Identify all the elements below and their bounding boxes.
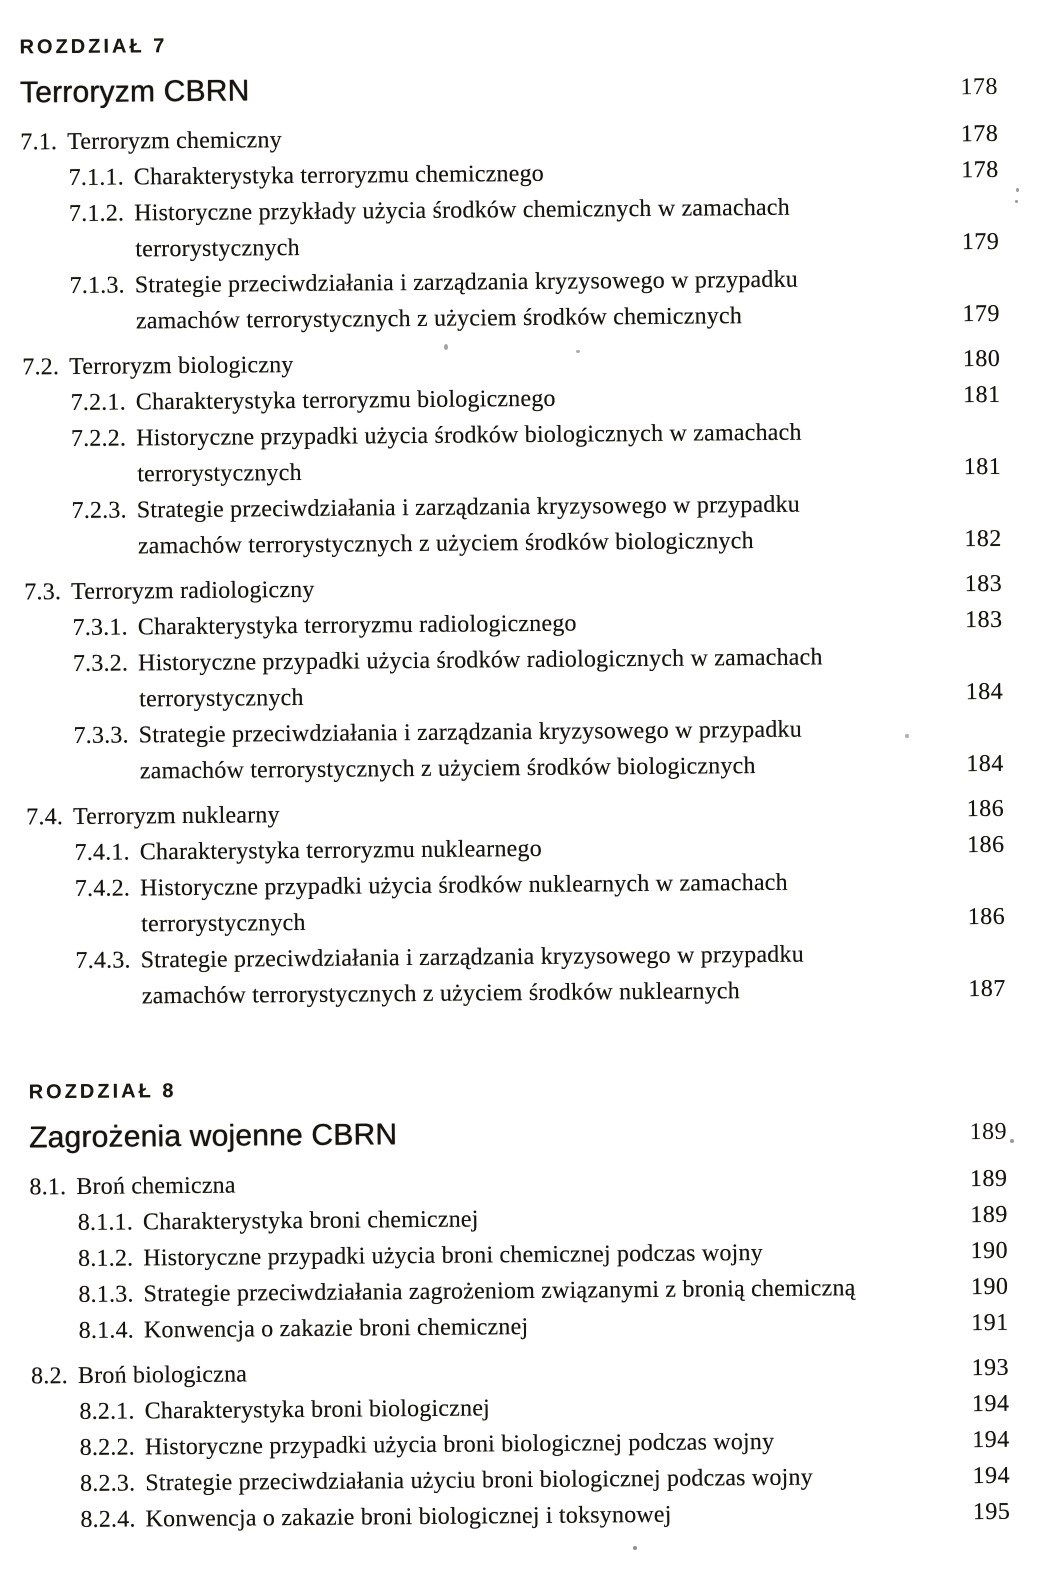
entry-title: Charakterystyka terroryzmu biologicznego	[135, 385, 556, 416]
entry-title: Konwencja o zakazie broni biologicznej i toksynowej	[145, 1501, 672, 1533]
entry-title: Terroryzm biologiczny	[69, 352, 294, 380]
page-number: 194	[972, 1462, 1011, 1490]
entry-title: Terroryzm chemiczny	[67, 127, 282, 155]
entry-number: 8.1.3.	[78, 1281, 134, 1308]
entry-title: Strategie przeciwdziałania i zarządzania kryzysowego w przypadku	[134, 266, 799, 299]
entry-title: Charakterystyka terroryzmu radiologicznego	[137, 610, 577, 641]
page-number: 184	[966, 750, 1004, 778]
scan-artifact	[576, 350, 580, 353]
scan-artifact	[633, 1546, 637, 1550]
page-number: 186	[966, 795, 1005, 823]
entry-number: 7.2.3.	[71, 497, 127, 524]
page-number	[935, 213, 999, 214]
entry-continuation: zamachów terrorystycznych z użyciem środków biologicznych	[137, 528, 754, 560]
entry-number: 7.1.2.	[68, 200, 125, 227]
entry-continuation-row	[26, 746, 1004, 791]
toc-entry	[27, 863, 1006, 944]
toc-chapter	[29, 1071, 1011, 1539]
page-number: 183	[964, 606, 1003, 634]
entry-title: Historyczne przypadki użycia broni chemicznej podczas wojny	[143, 1239, 763, 1272]
toc-entry	[31, 1305, 1009, 1350]
entry-number: 8.2.2.	[79, 1434, 136, 1461]
leader-space	[397, 1139, 943, 1144]
entry-continuation: zamachów terrorystycznych z użyciem środków biologicznych	[139, 753, 756, 785]
entry-title: Strategie przeciwdziałania zagrożeniom związanymi z bronią chemiczną	[143, 1275, 856, 1308]
entry-number: 7.3.	[24, 579, 62, 606]
entry-number: 8.1.	[29, 1174, 67, 1201]
entry-number: 7.1.1.	[68, 164, 124, 191]
entry-number: 7.4.2.	[74, 875, 131, 902]
entry-title: Charakterystyka terroryzmu chemicznego	[133, 160, 545, 191]
chapter-label: ROZDZIAŁ 7	[19, 35, 168, 59]
entry-number: 8.1.1.	[77, 1209, 134, 1236]
entry-number: 8.2.3.	[79, 1470, 136, 1497]
chapter-title-row	[29, 1110, 1007, 1161]
scan-artifact	[1010, 1139, 1014, 1143]
page-number: 180	[962, 345, 1001, 373]
entry-continuation: terrorystycznych	[141, 909, 306, 938]
entry-number: 7.4.3.	[75, 947, 131, 974]
page-number: 179	[962, 300, 1001, 328]
page-number: 186	[967, 903, 1006, 931]
entry-title: Historyczne przypadki użycia środków nuklearnych w zamachach	[139, 869, 788, 902]
entry-number: 7.3.1.	[72, 614, 128, 641]
page-number: 178	[961, 156, 999, 184]
entry-number: 8.1.4.	[78, 1317, 135, 1344]
entry-line-row	[32, 1494, 1010, 1539]
entry-number: 8.2.	[31, 1363, 69, 1390]
entry-number: 7.3.2.	[72, 650, 129, 677]
chapter-label: ROZDZIAŁ 8	[28, 1080, 177, 1104]
entry-title: Historyczne przypadki użycia środków biologicznych w zamachach	[136, 419, 802, 452]
page-number: 193	[971, 1354, 1010, 1382]
page-number: 182	[964, 525, 1002, 553]
entry-text	[79, 1305, 945, 1349]
chapter-title: Zagrożenia wojenne CBRN	[28, 1118, 398, 1155]
toc-entry	[23, 413, 1002, 494]
page-number	[938, 510, 1002, 511]
entry-title: Charakterystyka broni chemicznej	[142, 1206, 479, 1236]
page-number: 178	[960, 73, 999, 101]
entry-number: 7.4.1.	[74, 839, 130, 866]
page-number: 194	[972, 1426, 1010, 1454]
toc-entry	[27, 935, 1006, 1016]
entry-title: Charakterystyka terroryzmu nuklearnego	[139, 835, 542, 866]
entry-title: Strategie przeciwdziałania i zarządzania kryzysowego w przypadku	[140, 941, 804, 974]
entry-title: Strategie przeciwdziałania i zarządzania kryzysowego w przypadku	[138, 716, 802, 749]
scan-artifact	[905, 734, 909, 738]
entry-title: Historyczne przypadki użycia środków radiologicznych w zamachach	[137, 644, 823, 677]
page-number	[942, 960, 1006, 961]
entry-title: Historyczne przypadki użycia broni biologicznej podczas wojny	[144, 1428, 775, 1461]
entry-number: 7.2.	[22, 354, 60, 381]
page-number	[936, 285, 1000, 286]
entry-number: 7.2.1.	[70, 389, 126, 416]
toc-entry	[25, 638, 1004, 719]
page-number	[939, 663, 1003, 664]
scan-artifact	[1015, 200, 1018, 203]
entry-number: 8.2.4.	[80, 1506, 136, 1533]
page-number: 190	[970, 1273, 1009, 1301]
page-number	[941, 888, 1005, 889]
page-number: 187	[968, 975, 1006, 1003]
scan-artifact	[444, 344, 448, 350]
page-number: 181	[962, 381, 1001, 409]
chapter-entries	[29, 1161, 1010, 1539]
page-number: 189	[969, 1165, 1008, 1193]
entry-title: Historyczne przykłady użycia środków chemicznych w zamachach	[134, 194, 791, 227]
page-number: 186	[966, 831, 1005, 859]
entry-title: Terroryzm nuklearny	[72, 802, 280, 830]
entry-number: 7.4.	[26, 804, 64, 831]
entry-title: Charakterystyka broni biologicznej	[144, 1395, 491, 1425]
entry-number: 7.1.	[20, 129, 58, 156]
entry-continuation-row	[28, 971, 1006, 1016]
entry-continuation: terrorystycznych	[139, 684, 304, 713]
entry-continuation: terrorystycznych	[137, 459, 302, 488]
page-number: 178	[960, 120, 999, 148]
entry-continuation: zamachów terrorystycznych z użyciem środków chemicznych	[135, 303, 743, 335]
page-number: 184	[965, 678, 1004, 706]
page-number: 191	[971, 1309, 1009, 1337]
page-number: 189	[969, 1118, 1008, 1146]
scan-artifact	[1016, 188, 1019, 192]
entry-number: 7.2.2.	[70, 425, 127, 452]
page-number: 179	[961, 228, 1000, 256]
entry-title: Broń biologiczna	[77, 1361, 248, 1389]
entry-title: Terroryzm radiologiczny	[70, 576, 315, 605]
toc-entry	[23, 485, 1002, 566]
page-number	[937, 438, 1001, 439]
page-number: 190	[970, 1237, 1009, 1265]
entry-text	[80, 1494, 946, 1538]
page-number: 181	[963, 453, 1002, 481]
leader-space	[249, 94, 933, 100]
page-number: 183	[964, 570, 1003, 598]
entry-title: Strategie przeciwdziałania i zarządzania kryzysowego w przypadku	[136, 491, 801, 524]
chapter-title-row	[20, 65, 998, 116]
entry-title: Broń chemiczna	[76, 1172, 236, 1200]
entry-continuation: terrorystycznych	[135, 234, 300, 263]
toc-chapter	[19, 26, 1006, 1015]
entry-line-row	[31, 1305, 1009, 1350]
page-number	[940, 735, 1004, 736]
entry-number: 8.1.2.	[77, 1245, 134, 1272]
chapter-title: Terroryzm CBRN	[19, 74, 250, 110]
chapter-entries	[20, 116, 1006, 1016]
toc-chapters	[19, 26, 1010, 1538]
entry-continuation-row	[24, 521, 1002, 566]
entry-number: 7.3.3.	[73, 722, 129, 749]
toc-entry	[21, 260, 1000, 341]
page-number: 189	[970, 1201, 1008, 1229]
entry-continuation-row	[22, 296, 1000, 341]
entry-title: Konwencja o zakazie broni chemicznej	[143, 1314, 529, 1344]
entry-continuation: zamachów terrorystycznych z użyciem środków nuklearnych	[141, 978, 741, 1010]
entry-number: 7.1.3.	[69, 272, 125, 299]
toc-entry	[25, 710, 1004, 791]
toc-entry	[32, 1494, 1010, 1539]
toc-entry	[21, 188, 1000, 269]
entry-number: 8.2.1.	[79, 1398, 135, 1425]
page-number: 195	[972, 1498, 1011, 1526]
page-number: 194	[971, 1390, 1010, 1418]
entry-title: Strategie przeciwdziałania użyciu broni biologicznej podczas wojny	[145, 1464, 813, 1497]
